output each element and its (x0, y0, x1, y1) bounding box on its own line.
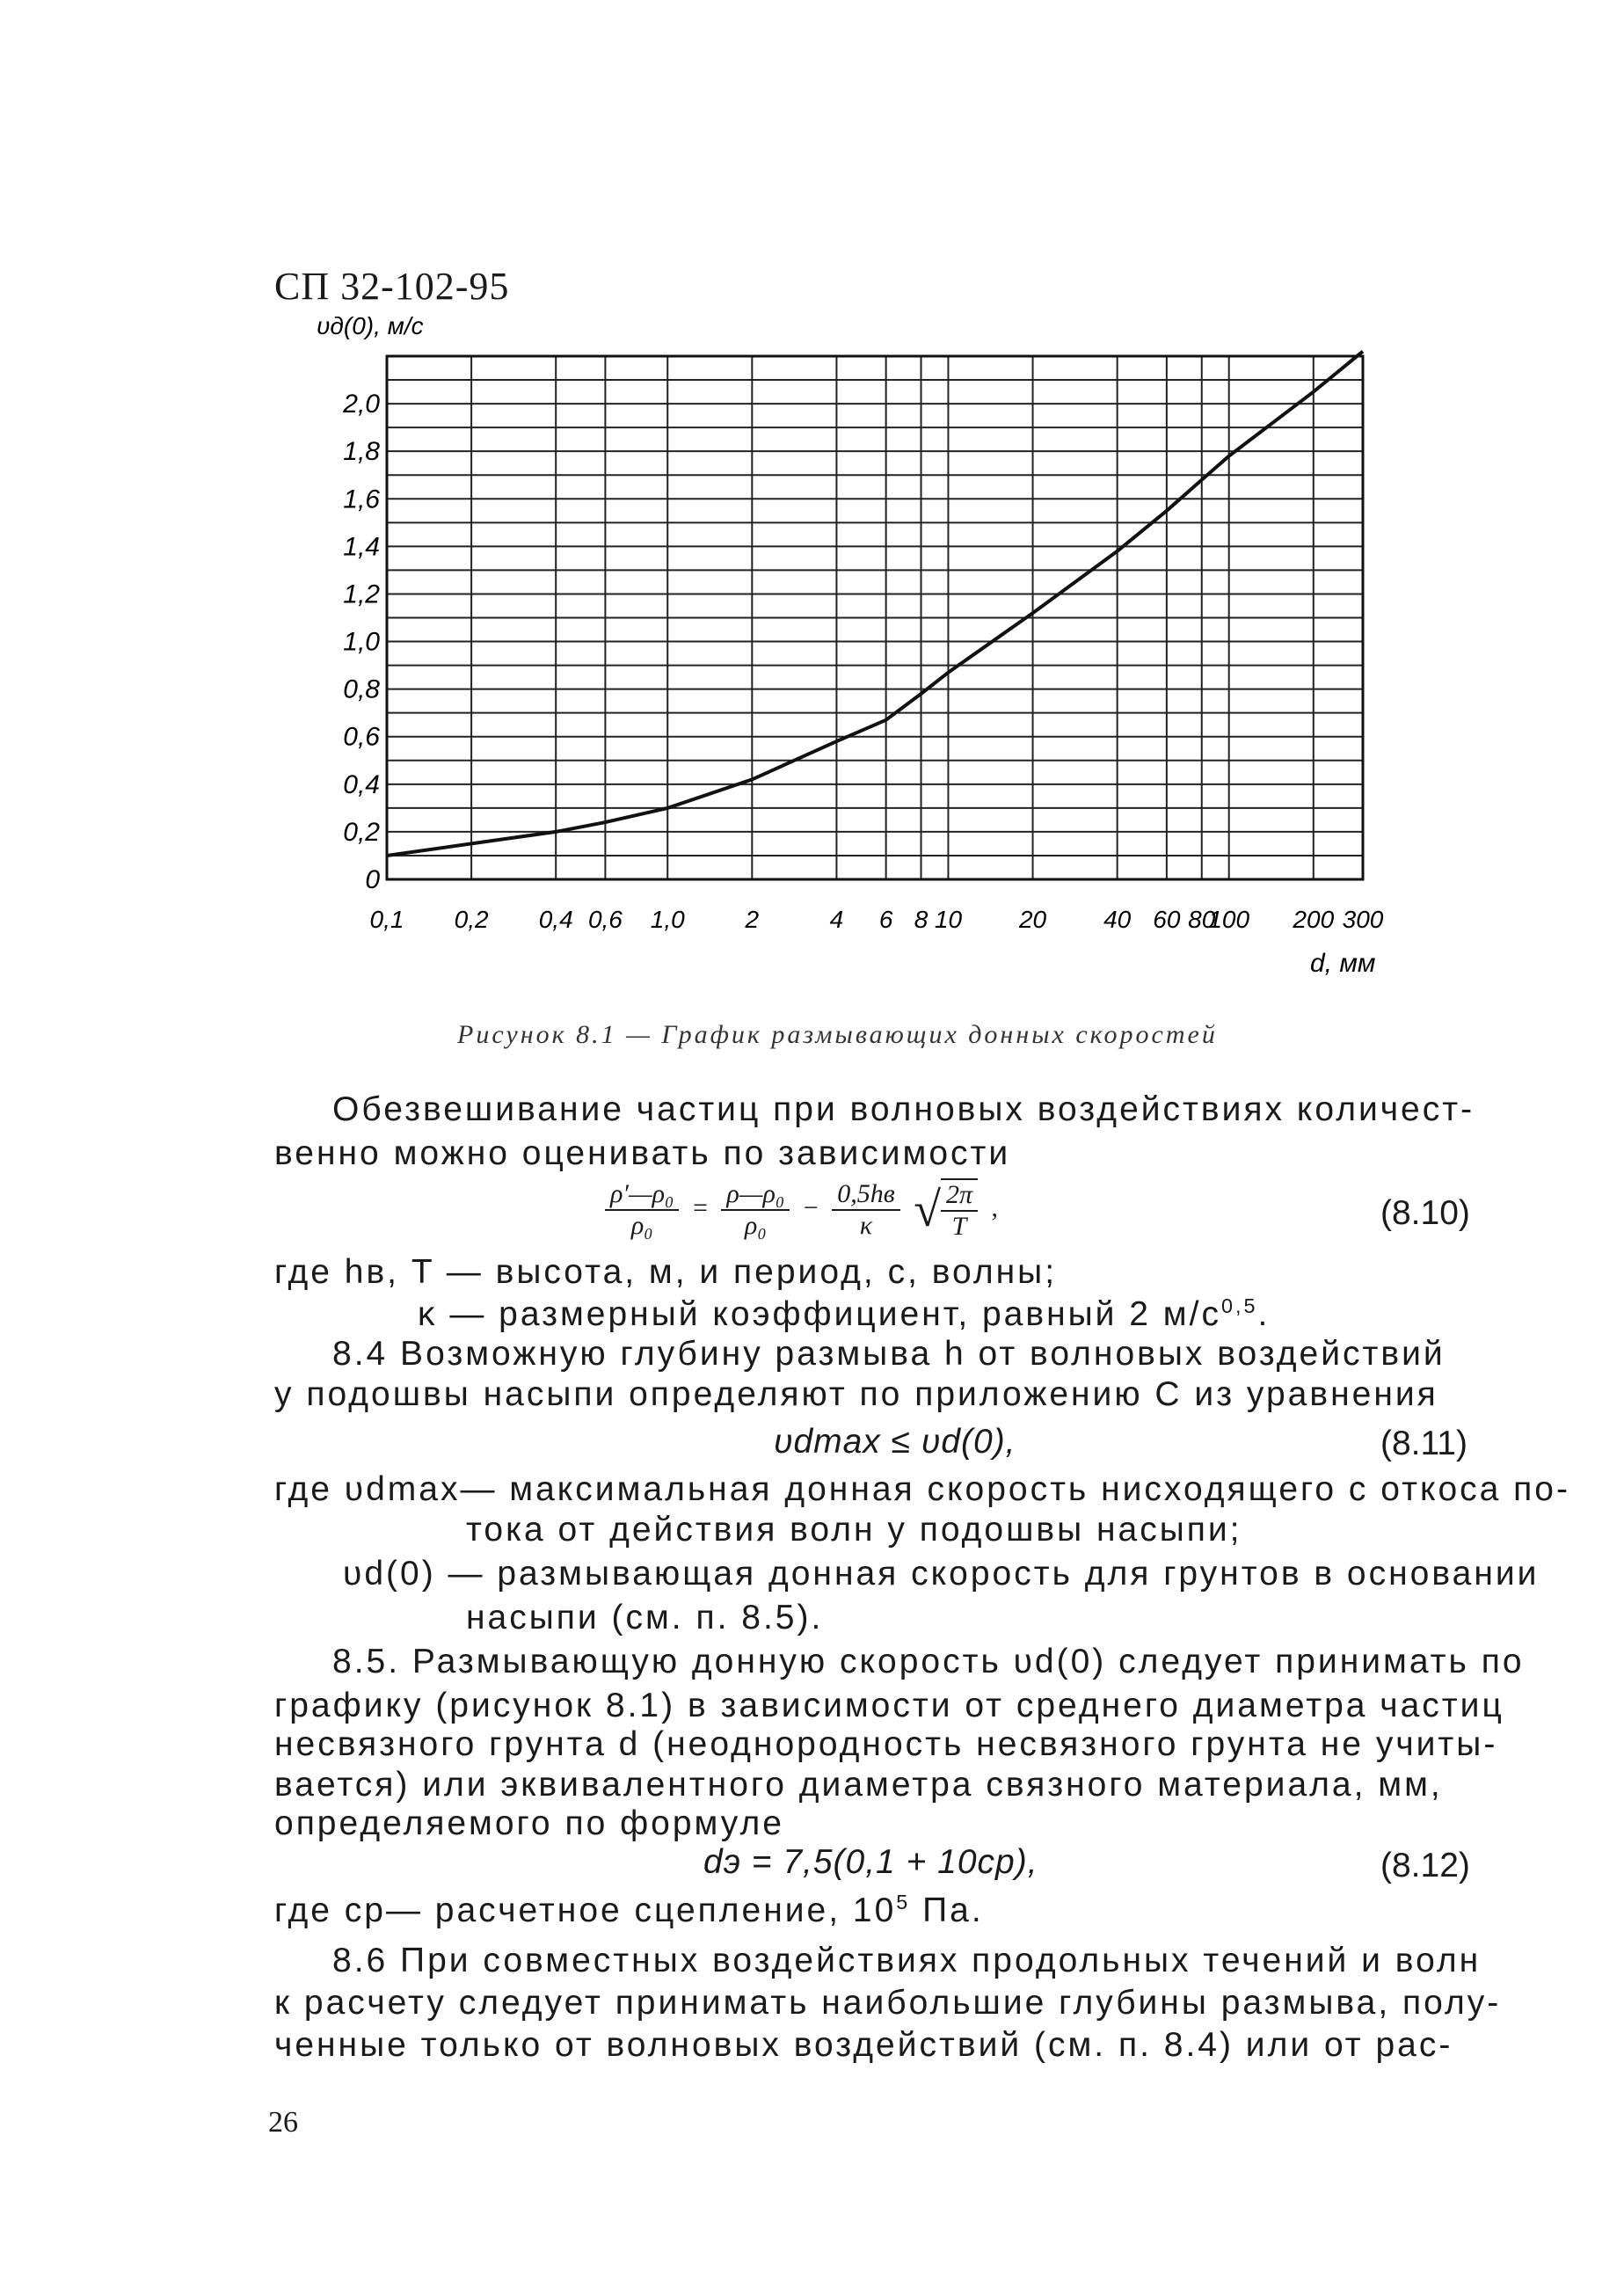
paragraph-line: графику (рисунок 8.1) в зависимости от среднего диаметра частиц (274, 1687, 1504, 1724)
document-code: СП 32-102-95 (274, 265, 510, 308)
paragraph-line (418, 1294, 1270, 1334)
y-tick-label: 1,8 (343, 437, 380, 467)
x-tick-label: 20 (1018, 906, 1047, 933)
paragraph-line: венно можно оценивать по зависимости (274, 1134, 1011, 1172)
y-tick-label: 0,4 (343, 769, 380, 799)
paragraph-line: у подошвы насыпи определяют по приложению С из уравнения (274, 1375, 1438, 1413)
y-tick-label: 0,2 (343, 817, 380, 847)
equation-8-12: dэ = 7,5(0,1 + 10cр), (703, 1843, 1038, 1881)
x-tick-label: 1,0 (650, 906, 685, 933)
equation-8-10 (598, 1178, 998, 1242)
x-tick-labels (370, 906, 1384, 933)
paragraph-line: где υdmax— максимальная донная скорость нисходящего с откоса по- (274, 1470, 1570, 1508)
y-tick-label: 1,2 (343, 579, 380, 609)
erosion-velocity-chart (264, 317, 1407, 1002)
x-tick-label: 6 (878, 906, 893, 933)
paragraph-line: 8.5. Размывающую донную скорость υd(0) следует принимать по (332, 1643, 1525, 1680)
x-tick-label: 300 (1342, 906, 1384, 933)
x-tick-label: 10 (934, 906, 963, 933)
frac-num: 2π (941, 1180, 978, 1212)
y-tick-labels (342, 390, 380, 894)
paragraph-line: вается) или эквивалентного диаметра связного материала, мм, (274, 1766, 1443, 1804)
y-tick-label: 1,4 (343, 532, 380, 562)
text-fragment: где cр— расчетное сцепление, 10 (274, 1891, 897, 1929)
x-tick-label: 4 (829, 906, 844, 933)
text-fragment: . (1257, 1295, 1271, 1333)
paragraph-line: 8.6 При совместных воздействиях продольных течений и волн (332, 1942, 1482, 1979)
frac-den: ρ₀ (744, 1211, 767, 1240)
text-fragment: Па. (910, 1891, 984, 1929)
comma: , (991, 1192, 999, 1222)
x-tick-label: 200 (1293, 906, 1335, 933)
x-tick-label: 40 (1103, 906, 1132, 933)
paragraph-line: насыпи (см. п. 8.5). (466, 1599, 824, 1636)
paragraph-line: υd(0) — размывающая донная скорость для грунтов в основании (343, 1555, 1540, 1593)
y-tick-label: 0,6 (343, 722, 380, 752)
x-tick-label: 8 (914, 906, 929, 933)
superscript: 5 (896, 1891, 911, 1913)
paragraph-line: ченные только от волновых воздействий (см. п. 8.4) или от рас- (274, 2026, 1453, 2064)
superscript: 0,5 (1220, 1294, 1258, 1317)
x-tick-label: 0,4 (538, 906, 573, 933)
x-tick-label: 2 (745, 906, 760, 933)
frac-num: ρ—ρ₀ (721, 1179, 790, 1211)
paragraph-line: определяемого по формуле (274, 1804, 784, 1842)
frac-num: 0,5hв (832, 1179, 900, 1211)
y-tick-label: 0,8 (343, 674, 380, 704)
paragraph-line: несвязного грунта d (неоднородность несвязного грунта не учиты- (274, 1725, 1498, 1763)
paragraph-line (274, 1891, 984, 1930)
frac-num: ρ′—ρ₀ (605, 1179, 679, 1211)
frac-den: T (951, 1212, 967, 1241)
y-tick-label: 0 (365, 865, 380, 894)
x-tick-label: 0,1 (369, 906, 404, 933)
x-axis-label: d, мм (1310, 949, 1376, 978)
paragraph-line: где hв, T — высота, м, и период, с, волны; (274, 1253, 1058, 1291)
frac-den: κ (859, 1211, 873, 1240)
text-fragment: κ — размерный коэффициент, равный 2 м/с (418, 1295, 1221, 1333)
x-tick-label: 0,2 (454, 906, 489, 933)
x-tick-label: 0,6 (587, 906, 623, 933)
equals-sign: = (692, 1192, 708, 1222)
frac-den: ρ₀ (630, 1211, 653, 1240)
x-tick-label: 60 (1153, 906, 1181, 933)
paragraph-line: 8.4 Возможную глубину размыва h от волновых воздействий (332, 1335, 1446, 1373)
equation-number: (8.12) (1380, 1847, 1470, 1884)
page-number: 26 (268, 2106, 298, 2139)
figure-caption: Рисунок 8.1 — График размывающих донных скоростей (457, 1020, 1218, 1049)
paragraph-line: к расчету следует принимать наибольшие глубины размыва, полу- (274, 1984, 1502, 2022)
paragraph-line: Обезвешивание частиц при волновых воздействиях количест- (332, 1090, 1475, 1128)
equation-number: (8.11) (1380, 1425, 1467, 1462)
x-tick-label: 80 (1188, 906, 1216, 933)
equation-number: (8.10) (1380, 1194, 1470, 1232)
paragraph-line: тока от действия волн у подошвы насыпи; (466, 1511, 1242, 1549)
minus-sign: − (803, 1192, 819, 1222)
x-tick-label: 100 (1208, 906, 1250, 933)
y-tick-label: 2,0 (343, 390, 380, 419)
y-tick-label: 1,0 (343, 627, 380, 657)
y-axis-label: υд(0), м/с (317, 317, 424, 339)
y-tick-label: 1,6 (343, 485, 380, 514)
equation-8-11: υdmax ≤ υd(0), (774, 1423, 1016, 1461)
chart-grid (387, 356, 1363, 879)
sqrt-sign: √ (914, 1183, 941, 1237)
